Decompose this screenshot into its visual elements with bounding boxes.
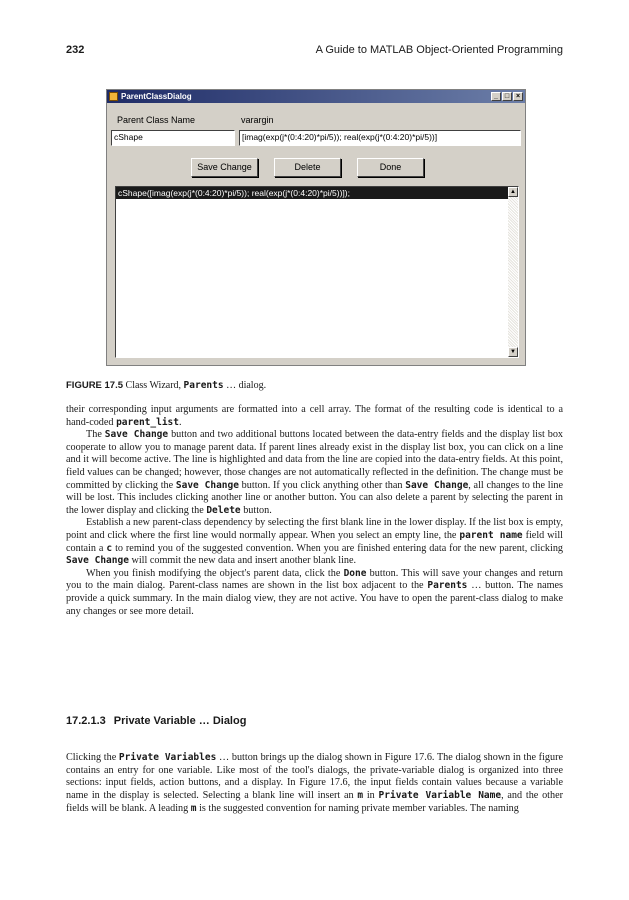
parent-class-dialog-screenshot — [106, 89, 526, 366]
paragraph-2: The Save Change button and two additional buttons located between the data-entry fields and the display list box cooperate to allow you to manage parent data. If parent lines already exist in the display list box, you can click on a line and it will become active. The line is highlighted and data from the line are copied into the data-entry fields. At this point, field values can be changed; however, those changes are not automatically reflected in the definition. The change must be committed by clicking the Save Change button. If you click anything other than Save Change, all changes to the line will be lost. This includes clicking another line or another button. You can also delete a parent by selecting the parent in the lower display and clicking the Delete button. — [66, 429, 564, 516]
parent-class-name-input[interactable]: cShape — [111, 130, 235, 146]
dialog-title: ParentClassDialog — [121, 92, 192, 101]
section-number: 17.2.1.3 — [66, 715, 106, 727]
matlab-app-icon — [109, 92, 118, 101]
figure-caption — [66, 380, 266, 391]
paragraph-4: When you finish modifying the object's parent data, click the Done button. This will save your changes and return you to the main dialog. Parent-class names are shown in the list box adjacent to the Parents … button. The names provide a quick summary. In the main dialog view, they are not active. You have to open the parent-class dialog to make any changes or see more detail. — [66, 567, 564, 617]
page-number: 232 — [66, 44, 85, 56]
body-text — [66, 404, 563, 618]
done-button[interactable]: Done — [357, 158, 424, 177]
caption-text-post: … dialog. — [226, 380, 267, 391]
caption-code: Parents — [183, 380, 224, 391]
delete-button[interactable]: Delete — [274, 158, 341, 177]
section-title: Private Variable … Dialog — [113, 715, 247, 727]
section-paragraph-1: Clicking the Private Variables … button brings up the dialog shown in Figure 17.6. The dialog shown in the figure contains an entry for one variable. Like most of the tool's dialogs, the private-variable dialog is organized into three sections: input fields, action buttons, and a display. In Figure 17.6, the input fields contain values because a variable name in the display is selected. Selecting a blank line will insert an m in Private Variable Name, and the other fields will be blank. A leading m is the suggested convention for naming private member variables. The naming — [66, 752, 564, 814]
varargin-input[interactable]: [imag(exp(j*(0:4:20)*pi/5)); real(exp(j*(0:4:20)*pi/5))] — [239, 130, 521, 146]
maximize-button[interactable]: □ — [502, 92, 512, 101]
parent-list-box[interactable] — [115, 186, 519, 358]
scroll-up-icon[interactable]: ▲ — [508, 187, 518, 197]
parent-class-name-label: Parent Class Name — [117, 115, 196, 125]
list-item[interactable]: cShape([imag(exp(j*(0:4:20)*pi/5)); real(exp(j*(0:4:20)*pi/5))]); — [116, 187, 508, 199]
section-heading — [66, 715, 246, 727]
paragraph-1: their corresponding input arguments are formatted into a cell array. The format of the resulting code is identical to a hand-coded parent_list. — [66, 404, 563, 428]
varargin-label: varargin — [241, 115, 274, 125]
close-button[interactable]: × — [513, 92, 523, 101]
save-change-button[interactable]: Save Change — [191, 158, 258, 177]
dialog-titlebar — [107, 90, 525, 103]
figure-label: FIGURE 17.5 — [66, 380, 124, 391]
running-title: A Guide to MATLAB Object-Oriented Programming — [315, 44, 563, 56]
scroll-down-icon[interactable]: ▼ — [508, 347, 518, 357]
caption-text-pre: Class Wizard, — [125, 380, 182, 391]
section-body-text — [66, 742, 563, 825]
paragraph-3: Establish a new parent-class dependency by selecting the first blank line in the lower display. If the list box is empty, point and click where the first line would normally appear. When you select an empty line, the parent name field will contain a c to remind you of the suggested convention. When you are finished entering data for the new parent, clicking Save Change will commit the new data and insert another blank line. — [66, 517, 564, 567]
minimize-button[interactable]: _ — [491, 92, 501, 101]
list-scrollbar[interactable] — [508, 187, 518, 357]
